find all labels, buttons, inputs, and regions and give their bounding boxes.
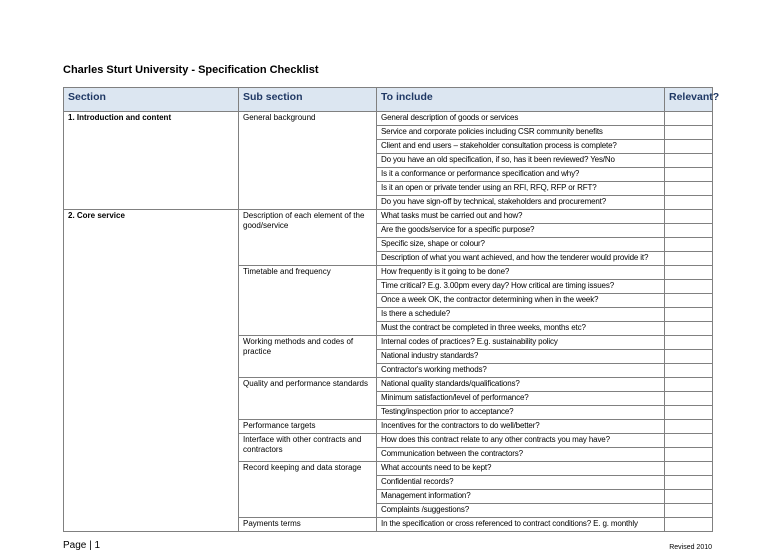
relevant-cell (665, 448, 713, 462)
table-row (64, 210, 713, 224)
relevant-cell (665, 210, 713, 224)
relevant-cell (665, 420, 713, 434)
to-include-cell: Incentives for the contractors to do well/better? (377, 420, 665, 434)
to-include-cell: Contractor's working methods? (377, 364, 665, 378)
to-include-cell: Specific size, shape or colour? (377, 238, 665, 252)
to-include-cell: Complaints /suggestions? (377, 504, 665, 518)
relevant-cell (665, 364, 713, 378)
relevant-cell (665, 294, 713, 308)
revision-note: Revised 2010 (669, 544, 712, 551)
page-footer (63, 540, 712, 551)
to-include-cell: How frequently is it going to be done? (377, 266, 665, 280)
to-include-cell: Must the contract be completed in three weeks, months etc? (377, 322, 665, 336)
relevant-cell (665, 168, 713, 182)
section-cell: 2. Core service (64, 210, 239, 532)
to-include-cell: Is it a conformance or performance specification and why? (377, 168, 665, 182)
to-include-cell: Testing/inspection prior to acceptance? (377, 406, 665, 420)
relevant-cell (665, 196, 713, 210)
to-include-cell: Service and corporate policies including CSR community benefits (377, 126, 665, 140)
to-include-cell: Internal codes of practices? E.g. sustainability policy (377, 336, 665, 350)
to-include-cell: Is it an open or private tender using an RFI, RFQ, RFP or RFT? (377, 182, 665, 196)
subsection-cell: Working methods and codes of practice (239, 336, 377, 378)
to-include-cell: Once a week OK, the contractor determining when in the week? (377, 294, 665, 308)
subsection-cell: Performance targets (239, 420, 377, 434)
to-include-cell: Minimum satisfaction/level of performance? (377, 392, 665, 406)
relevant-cell (665, 336, 713, 350)
to-include-cell: General description of goods or services (377, 112, 665, 126)
document-title: Charles Sturt University - Specification Checklist (63, 64, 319, 76)
subsection-cell: General background (239, 112, 377, 210)
table-row (64, 112, 713, 126)
page-number: Page | 1 (63, 540, 101, 551)
section-cell: 1. Introduction and content (64, 112, 239, 210)
to-include-cell: What accounts need to be kept? (377, 462, 665, 476)
relevant-cell (665, 434, 713, 448)
to-include-cell: Confidential records? (377, 476, 665, 490)
relevant-cell (665, 280, 713, 294)
column-header-subsection: Sub section (239, 88, 377, 112)
relevant-cell (665, 462, 713, 476)
relevant-cell (665, 406, 713, 420)
relevant-cell (665, 504, 713, 518)
to-include-cell: National industry standards? (377, 350, 665, 364)
relevant-cell (665, 308, 713, 322)
table-header-row (64, 88, 713, 112)
relevant-cell (665, 238, 713, 252)
to-include-cell: Is there a schedule? (377, 308, 665, 322)
to-include-cell: Management information? (377, 490, 665, 504)
to-include-cell: Are the goods/service for a specific purpose? (377, 224, 665, 238)
relevant-cell (665, 140, 713, 154)
relevant-cell (665, 476, 713, 490)
to-include-cell: Description of what you want achieved, and how the tenderer would provide it? (377, 252, 665, 266)
subsection-cell: Record keeping and data storage (239, 462, 377, 518)
to-include-cell: What tasks must be carried out and how? (377, 210, 665, 224)
relevant-cell (665, 252, 713, 266)
subsection-cell: Payments terms (239, 518, 377, 532)
column-header-section: Section (64, 88, 239, 112)
relevant-cell (665, 224, 713, 238)
relevant-cell (665, 350, 713, 364)
relevant-cell (665, 126, 713, 140)
column-header-to-include: To include (377, 88, 665, 112)
relevant-cell (665, 322, 713, 336)
relevant-cell (665, 378, 713, 392)
relevant-cell (665, 112, 713, 126)
relevant-cell (665, 490, 713, 504)
subsection-cell: Timetable and frequency (239, 266, 377, 336)
to-include-cell: In the specification or cross referenced to contract conditions? E. g. monthly (377, 518, 665, 532)
to-include-cell: Do you have sign-off by technical, stakeholders and procurement? (377, 196, 665, 210)
relevant-cell (665, 518, 713, 532)
subsection-cell: Description of each element of the good/service (239, 210, 377, 266)
relevant-cell (665, 154, 713, 168)
to-include-cell: National quality standards/qualifications? (377, 378, 665, 392)
relevant-cell (665, 182, 713, 196)
to-include-cell: How does this contract relate to any other contracts you may have? (377, 434, 665, 448)
relevant-cell (665, 266, 713, 280)
to-include-cell: Communication between the contractors? (377, 448, 665, 462)
relevant-cell (665, 392, 713, 406)
to-include-cell: Client and end users – stakeholder consultation process is complete? (377, 140, 665, 154)
to-include-cell: Do you have an old specification, if so, has it been reviewed? Yes/No (377, 154, 665, 168)
subsection-cell: Quality and performance standards (239, 378, 377, 420)
column-header-relevant: Relevant? (665, 88, 713, 112)
subsection-cell: Interface with other contracts and contractors (239, 434, 377, 462)
to-include-cell: Time critical? E.g. 3.00pm every day? How critical are timing issues? (377, 280, 665, 294)
specification-checklist-table (63, 87, 720, 532)
